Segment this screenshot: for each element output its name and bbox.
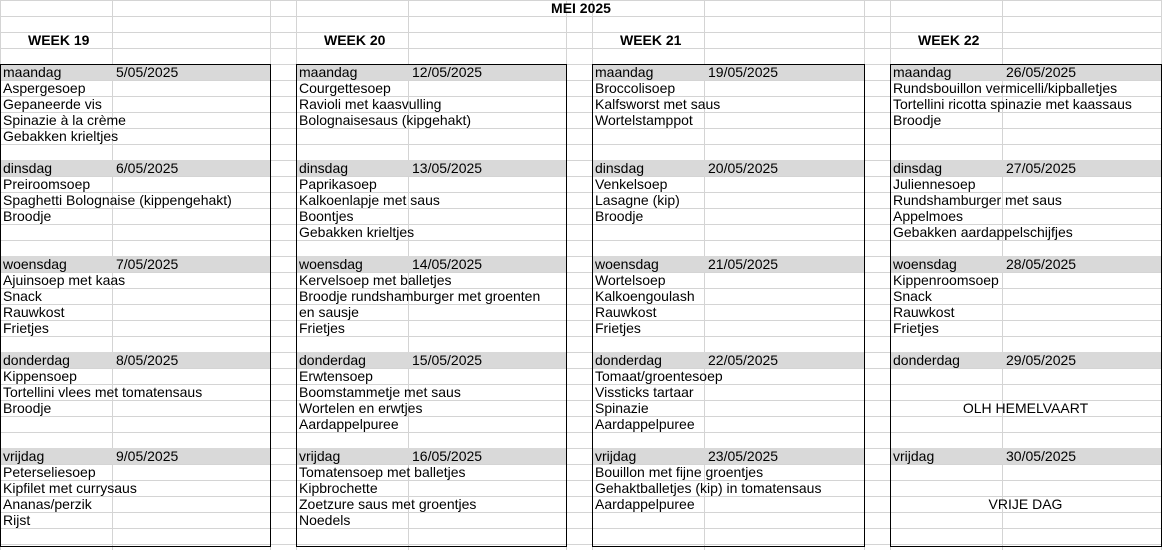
menu-item: Gehaktballetjes (kip) in tomatensaus (595, 480, 822, 496)
menu-item: Frietjes (299, 320, 345, 336)
menu-item: Spinazie (595, 400, 649, 416)
menu-item: Appelmoes (893, 208, 964, 224)
menu-item: Aardappelpuree (595, 496, 695, 512)
menu-item: Tortellini vlees met tomatensaus (3, 384, 203, 400)
day-name: woensdag (3, 256, 67, 272)
menu-item: Lasagne (kip) (595, 192, 680, 208)
grid-line-horizontal (0, 48, 1162, 49)
menu-item: Broccolisoep (595, 80, 676, 96)
menu-item: Aardappelpuree (299, 416, 399, 432)
day-date: 30/05/2025 (1006, 448, 1077, 464)
day-name: maandag (299, 64, 358, 80)
menu-item: Kalfsworst met saus (595, 96, 721, 112)
day-name: woensdag (299, 256, 363, 272)
menu-item: Ravioli met kaasvulling (299, 96, 442, 112)
menu-item: Venkelsoep (595, 176, 668, 192)
day-name: woensdag (893, 256, 957, 272)
day-name: dinsdag (3, 160, 53, 176)
menu-item: Kervelsoep met balletjes (299, 272, 452, 288)
day-name: donderdag (299, 352, 366, 368)
menu-item: Tomatensoep met balletjes (299, 464, 466, 480)
day-date: 8/05/2025 (116, 352, 179, 368)
day-date: 6/05/2025 (116, 160, 179, 176)
day-date: 22/05/2025 (708, 352, 779, 368)
day-name: woensdag (595, 256, 659, 272)
menu-item: Gebakken krieltjes (3, 128, 119, 144)
menu-item: Broodje (3, 400, 52, 416)
day-name: dinsdag (893, 160, 943, 176)
menu-item: Kippensoep (3, 368, 77, 384)
week-menu-box (890, 64, 1162, 547)
month-title: MEI 2025 (551, 0, 611, 16)
menu-item: Courgettesoep (299, 80, 391, 96)
day-date: 15/05/2025 (412, 352, 483, 368)
week-label: WEEK 20 (324, 32, 386, 48)
day-date: 12/05/2025 (412, 64, 483, 80)
day-name: donderdag (893, 352, 960, 368)
menu-item: Bouillon met fijne groentjes (595, 464, 764, 480)
menu-item: Preiroomsoep (3, 176, 91, 192)
menu-item: Rijst (3, 512, 31, 528)
day-date: 13/05/2025 (412, 160, 483, 176)
menu-item: Boontjes (299, 208, 354, 224)
day-name: donderdag (595, 352, 662, 368)
menu-item: Frietjes (3, 320, 49, 336)
week-menu-box (592, 64, 865, 547)
day-name: maandag (3, 64, 62, 80)
week-label: WEEK 19 (28, 32, 90, 48)
week-label: WEEK 22 (918, 32, 980, 48)
menu-item: Rundshamburger met saus (893, 192, 1062, 208)
menu-item: Peterseliesoep (3, 464, 96, 480)
day-name: maandag (893, 64, 952, 80)
menu-item: Broodje (3, 208, 52, 224)
menu-item: Bolognaisesaus (kipgehakt) (299, 112, 471, 128)
menu-item: Broodje (595, 208, 644, 224)
grid-line-horizontal (0, 16, 1162, 17)
day-date: 28/05/2025 (1006, 256, 1077, 272)
menu-item: Kipfilet met currysaus (3, 480, 137, 496)
menu-item: Kalkoengoulash (595, 288, 695, 304)
menu-item: Zoetzure saus met groentjes (299, 496, 477, 512)
day-date: 23/05/2025 (708, 448, 779, 464)
menu-item: Rundsbouillon vermicelli/kipballetjes (893, 80, 1118, 96)
menu-item: Erwtensoep (299, 368, 373, 384)
day-date: 21/05/2025 (708, 256, 779, 272)
day-date: 14/05/2025 (412, 256, 483, 272)
menu-item: Kippenroomsoep (893, 272, 999, 288)
day-note: VRIJE DAG (988, 496, 1063, 512)
menu-item: Wortelen en erwtjes (299, 400, 423, 416)
menu-item: Spinazie à la crème (3, 112, 126, 128)
week-menu-box (296, 64, 567, 547)
day-name: vrijdag (299, 448, 341, 464)
menu-item: Tortellini ricotta spinazie met kaassaus (893, 96, 1132, 112)
menu-item: Frietjes (595, 320, 641, 336)
menu-item: Noedels (299, 512, 351, 528)
menu-item: Kalkoenlapje met saus (299, 192, 440, 208)
menu-item: Paprikasoep (299, 176, 377, 192)
menu-item: Spaghetti Bolognaise (kippengehakt) (3, 192, 232, 208)
menu-item: Wortelstamppot (595, 112, 693, 128)
menu-item: Snack (893, 288, 932, 304)
menu-item: Ajuinsoep met kaas (3, 272, 126, 288)
menu-item: Broodje (893, 112, 942, 128)
menu-item: Juliennesoep (893, 176, 976, 192)
day-date: 7/05/2025 (116, 256, 179, 272)
menu-item: Gepaneerde vis (3, 96, 102, 112)
menu-item: Rauwkost (595, 304, 657, 320)
day-name: maandag (595, 64, 654, 80)
day-date: 19/05/2025 (708, 64, 779, 80)
grid-line-horizontal (0, 32, 1162, 33)
day-name: vrijdag (595, 448, 637, 464)
menu-item: Wortelsoep (595, 272, 666, 288)
menu-item: Aardappelpuree (595, 416, 695, 432)
menu-item: Vissticks tartaar (595, 384, 694, 400)
day-date: 27/05/2025 (1006, 160, 1077, 176)
menu-item: Broodje rundshamburger met groenten (299, 288, 541, 304)
menu-item: Tomaat/groentesoep (595, 368, 723, 384)
menu-item: Snack (3, 288, 42, 304)
day-note: OLH HEMELVAART (962, 400, 1089, 416)
menu-item: Boomstammetje met saus (299, 384, 461, 400)
day-name: dinsdag (595, 160, 645, 176)
day-date: 9/05/2025 (116, 448, 179, 464)
menu-item: Rauwkost (3, 304, 65, 320)
day-date: 5/05/2025 (116, 64, 179, 80)
day-name: dinsdag (299, 160, 349, 176)
day-date: 16/05/2025 (412, 448, 483, 464)
day-name: vrijdag (3, 448, 45, 464)
menu-item: Gebakken aardappelschijfjes (893, 224, 1073, 240)
day-name: vrijdag (893, 448, 935, 464)
menu-item: Rauwkost (893, 304, 955, 320)
day-date: 20/05/2025 (708, 160, 779, 176)
menu-item: Ananas/perzik (3, 496, 92, 512)
day-date: 26/05/2025 (1006, 64, 1077, 80)
menu-item: Gebakken krieltjes (299, 224, 415, 240)
day-date: 29/05/2025 (1006, 352, 1077, 368)
menu-item: Aspergesoep (3, 80, 86, 96)
menu-item: Frietjes (893, 320, 939, 336)
menu-item: Kipbrochette (299, 480, 378, 496)
week-label: WEEK 21 (620, 32, 682, 48)
menu-item: en sausje (299, 304, 359, 320)
day-name: donderdag (3, 352, 70, 368)
week-menu-box (0, 64, 271, 547)
